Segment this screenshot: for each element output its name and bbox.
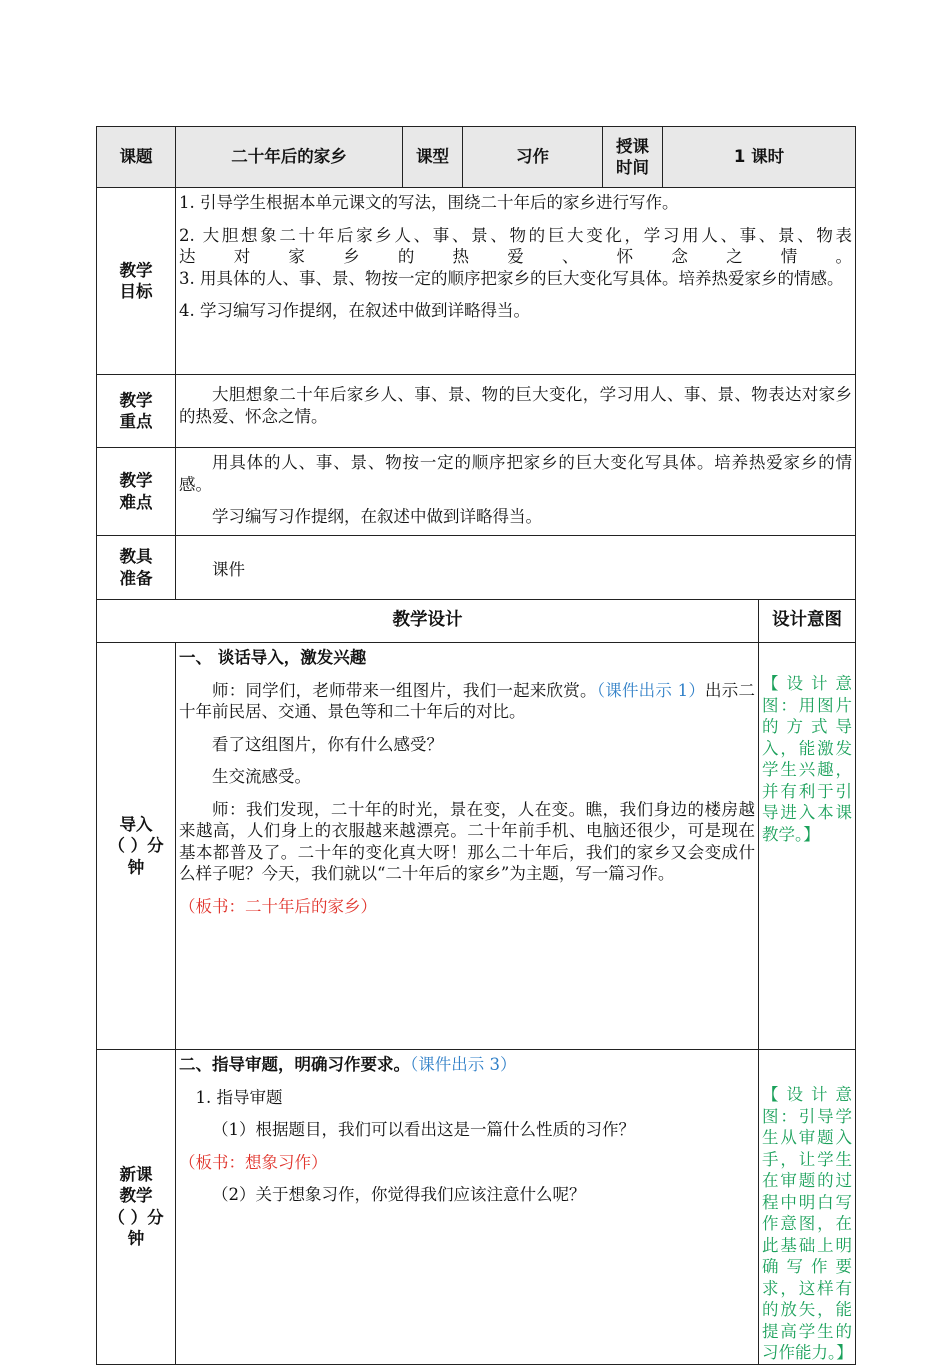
topic-label: 课题 [97, 127, 176, 188]
goal-item-2-line1: 2. 大胆想象二十年后家乡人、事、景、物的巨大变化，学习用人、事、景、物表 [179, 225, 853, 245]
materials-text: 课件 [212, 559, 245, 579]
new-lesson-intent-text: 【设计意图：引导学生从审题入手，让学生在审题的过程中明白写作意图，在此基础上明确写作要求，这样有的放矢，能提高学生的习作能力。】 [762, 1085, 853, 1362]
key-points-row [97, 375, 856, 448]
intro-row [97, 643, 856, 1050]
header-row [97, 127, 856, 188]
intro-paragraph-2: 看了这组图片，你有什么感受？ [212, 734, 443, 754]
new-lesson-heading: 二、指导审题，明确习作要求。 [179, 1055, 410, 1074]
new-lesson-courseware: （课件出示 3） [410, 1055, 517, 1074]
materials-label-line2: 准备 [119, 568, 153, 588]
materials-content [176, 536, 856, 600]
materials-label-line1: 教具 [119, 547, 153, 566]
new-lesson-row [97, 1050, 856, 1365]
intro-paragraph-3: 生交流感受。 [212, 767, 311, 786]
goals-label [97, 188, 176, 375]
key-points-label-line2: 重点 [119, 412, 153, 431]
goals-label-line1: 教学 [119, 260, 153, 280]
time-label-line2: 时间 [616, 158, 649, 177]
key-points-label [97, 375, 176, 448]
intro-label-line1: 导入 [119, 814, 153, 834]
goal-item-1: 1. 引导学生根据本单元课文的写法，围绕二十年后的家乡进行写作。 [179, 193, 679, 212]
new-lesson-board-note: （板书：想象习作） [179, 1152, 328, 1172]
goals-content [176, 188, 856, 375]
new-lesson-content [176, 1050, 759, 1365]
new-lesson-heading-line [179, 1054, 755, 1076]
type-label: 课型 [403, 127, 463, 188]
intro-content [176, 643, 759, 1050]
difficulties-label-line2: 难点 [119, 492, 153, 512]
time-value: 1 课时 [663, 127, 856, 188]
new-lesson-label-line2: 教学 [119, 1186, 153, 1206]
key-points-label-line1: 教学 [119, 390, 153, 410]
new-lesson-sub1: 1. 指导审题 [195, 1087, 283, 1107]
goals-row [97, 188, 856, 375]
intro-intent-text: 【设计意图：用图片的方式导入，能激发学生兴趣，并有利于引导进入本课教学。】 [762, 674, 853, 844]
topic-value: 二十年后的家乡 [176, 127, 403, 188]
key-points-content [176, 375, 856, 448]
intro-label-line2: （ ）分 [108, 836, 164, 856]
design-header-row [97, 600, 856, 643]
intro-heading: 一、 谈话导入，激发兴趣 [179, 648, 367, 667]
intro-p1-text: 师：同学们，老师带来一组图片，我们一起来欣赏。 [212, 680, 597, 700]
difficulties-content [176, 448, 856, 536]
intro-p1-courseware: （课件出示 1） [596, 680, 706, 700]
materials-label [97, 536, 176, 600]
time-label [603, 127, 663, 188]
time-label-line1: 授课 [616, 136, 649, 156]
key-points-text: 大胆想象二十年后家乡人、事、景、物的巨大变化，学习用人、事、景、物表达对家乡的热爱、怀念之情。 [179, 385, 853, 426]
new-lesson-question-1: （1）根据题目，我们可以看出这是一篇什么性质的习作？ [212, 1120, 635, 1139]
goal-item-3: 3. 用具体的人、事、景、物按一定的顺序把家乡的巨大变化写具体。培养热爱家乡的情感。 [179, 268, 844, 288]
goals-label-line2: 目标 [119, 282, 153, 301]
goal-item-2-line2: 达对家乡的热爱、怀念之情。 [179, 247, 853, 266]
design-header: 教学设计 [97, 600, 759, 643]
new-lesson-intent [759, 1050, 856, 1365]
difficulties-text-1: 用具体的人、事、景、物按一定的顺序把家乡的巨大变化写具体。培养热爱家乡的情感。 [179, 453, 853, 494]
intro-intent [759, 643, 856, 1050]
new-lesson-label-line1: 新课 [119, 1164, 153, 1184]
new-lesson-question-2: （2）关于想象习作，你觉得我们应该注意什么呢？ [212, 1185, 586, 1204]
difficulties-text-2: 学习编写习作提纲，在叙述中做到详略得当。 [212, 507, 542, 526]
goal-item-4: 4. 学习编写习作提纲，在叙述中做到详略得当。 [179, 301, 530, 320]
new-lesson-label-line3: （ ）分 [108, 1207, 164, 1227]
intro-label [97, 643, 176, 1050]
intro-label-line3: 钟 [127, 857, 145, 877]
intro-paragraph-4: 师：我们发现，二十年的时光，景在变，人在变。瞧，我们身边的楼房越来越高，人们身上的衣服越来越漂亮。二十年前手机、电脑还很少，可是现在基本都普及了。二十年的变化真大呀！那么二十年后，我们的家乡又会变成什么样子呢？今天，我们就以“二十年后的家乡”为主题，写一篇习作。 [179, 799, 755, 883]
materials-row [97, 536, 856, 600]
new-lesson-label-line4: 钟 [127, 1229, 145, 1249]
intro-board-note: （板书：二十年后的家乡） [179, 896, 377, 916]
difficulties-label-line1: 教学 [119, 471, 153, 490]
new-lesson-label [97, 1050, 176, 1365]
difficulties-row [97, 448, 856, 536]
intro-paragraph-1 [179, 680, 755, 723]
difficulties-label [97, 448, 176, 536]
lesson-plan-table [96, 126, 856, 1365]
intro-p1-rest: 出示二十年前民居、交通、景色等和二十年后的对比。 [179, 680, 756, 721]
type-value: 习作 [463, 127, 603, 188]
intent-header: 设计意图 [759, 600, 856, 643]
